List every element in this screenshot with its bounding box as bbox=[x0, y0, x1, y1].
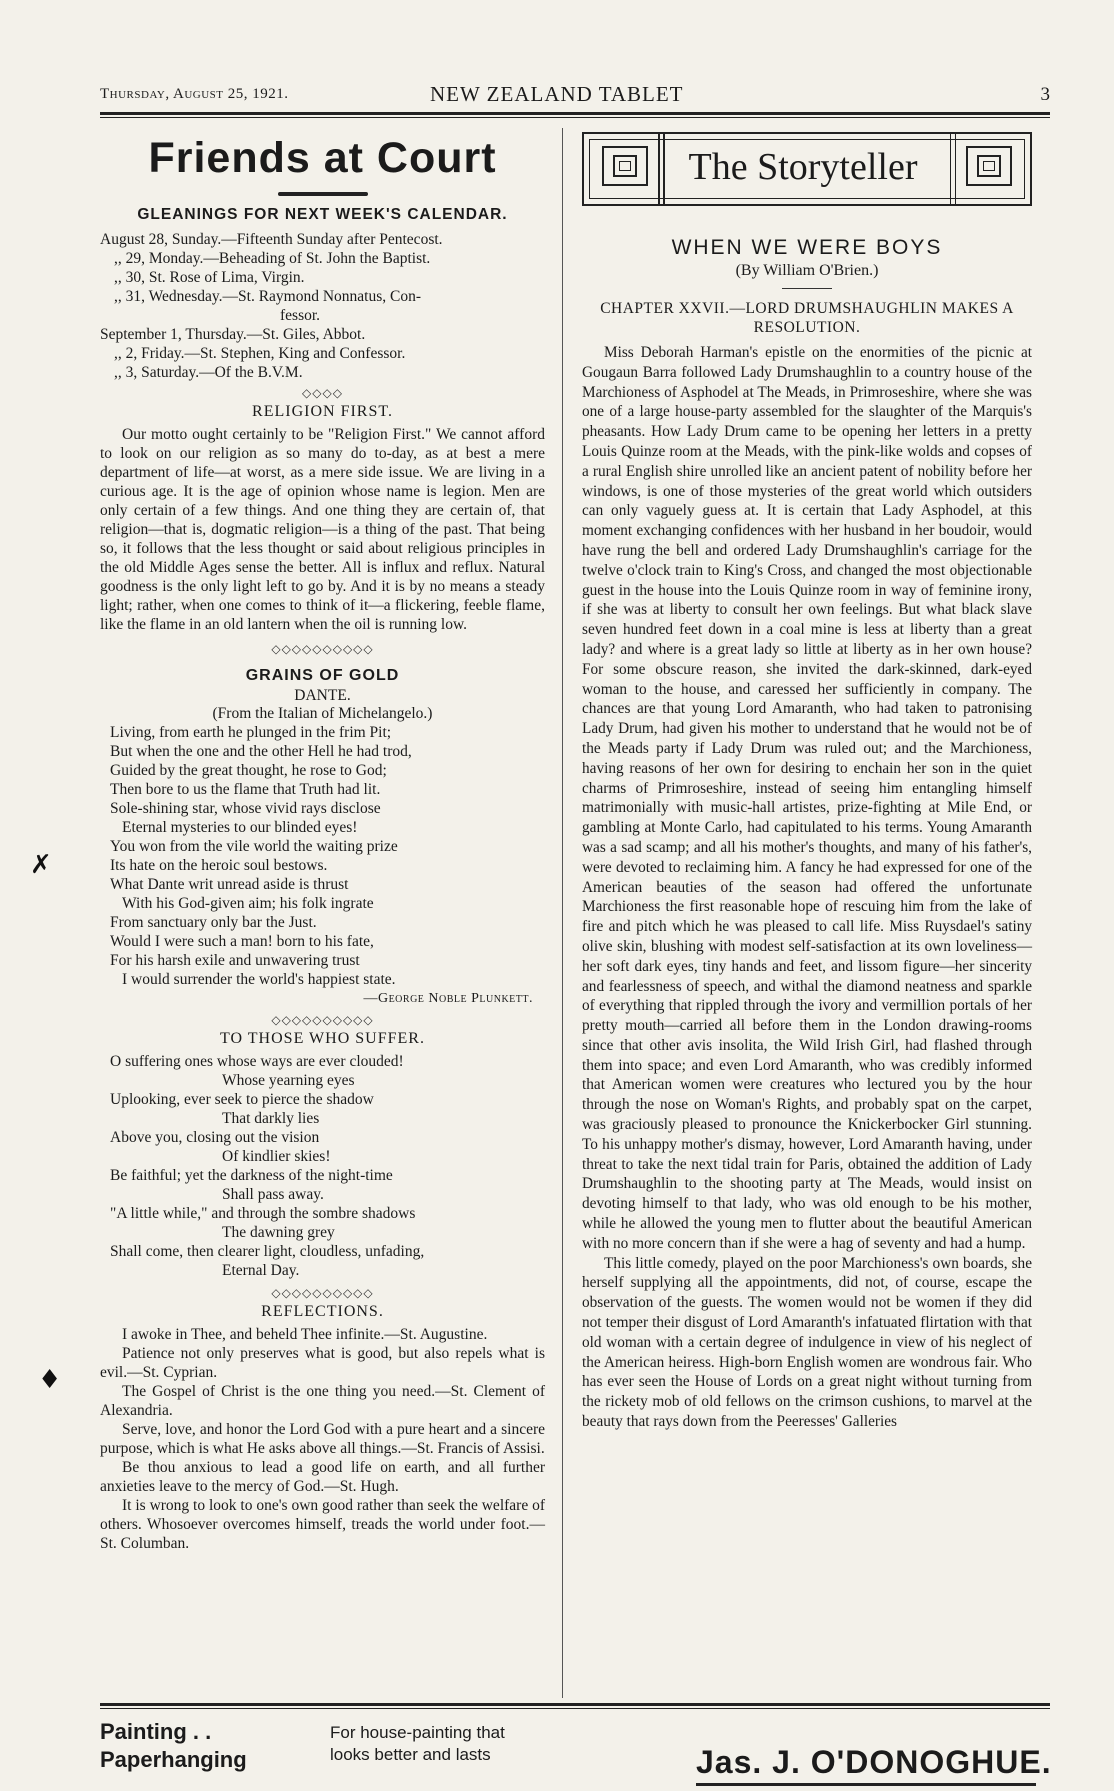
title-ornament bbox=[278, 192, 368, 196]
religion-first-text: Our motto ought certainly to be "Religion First." We cannot afford to look on our religion as so many do to-day, as at best a mere department of life—at worst, as a mere side issue. We are living in a curious age. It is the age of opinion whose name is legion. Men are only certain of a few things. And one thing they are certain of, that religion—that is, dogmatic religion—is a thing of the past. That being so, it follows that the less thought or said about religious principles in the old Middle Ages sense the better. All is influx and reflux. Natural goodness is the only light left to go by. And it is by no means a steady light; rather, when one comes to think of it—a flickering, feeble flame, like the flame in an old lantern when the oil is running low. bbox=[100, 426, 545, 633]
reflection: Serve, love, and honor the Lord God with a pure heart and a sincere purpose, which is what He asks above all things.—St. Francis of Assisi. bbox=[100, 1421, 545, 1457]
poem-line: Would I were such a man! born to his fate, bbox=[110, 933, 374, 950]
left-column bbox=[100, 128, 545, 1553]
poem-line: Of kindlier skies! bbox=[222, 1148, 331, 1165]
poem-line: "A little while," and through the sombre shadows bbox=[110, 1205, 416, 1222]
header-rule-thin bbox=[100, 117, 1050, 118]
page-number: 3 bbox=[1040, 84, 1050, 105]
footer-rule-thin bbox=[100, 1708, 1050, 1709]
poem-line: What Dante writ unread aside is thrust bbox=[110, 876, 349, 893]
ad-underline bbox=[696, 1783, 1036, 1786]
poem-line: O suffering ones whose ways are ever clouded! bbox=[110, 1053, 404, 1070]
story-paragraph: Miss Deborah Harman's epistle on the enormities of the picnic at Gougaun Barra followed Lady Drumshaughlin to a country house of the Marchioness of Asphodel at The Meads, in Primroseshire, where she was one of a large house-party assembled for the slaughter of the Marquis's pheasants. How Lady Drum came to be opening her letters in a pretty Louis Quinze room at the Meads, with the pink-like wolds and copses of a rural English shire unrolled like an ancient patent of nobility before her windows, is one of those mysteries of the great world which outsiders can only vaguely guess at. It is certain that Lady Asphodel, at this moment exchanging confidences with her husband in her boudoir, would have rung the bell and ordered Lady Drumshaughlin's carriage for the twelve o'clock train to King's Cross, and changed the most objectionable guest in the house into the Louis Quinze room in way of feminine irony, if she was at liberty to consult her own feelings. But what black slave seven hundred feet down in a coal mine is less at liberty than a great lady? and where is a great lady so little at liberty as in her own house? For some obscure reason, she invited the dark-skinned, dark-eyed woman to the house, and caressed her sufficiently in company. The chances are that young Lord Amaranth, who had taken to patronising Lady Drum, had given his mother to understand that he would not be of the Meads party if Lady Drum was ruled out; and the Marchioness, having reasons of her own for desiring to enchain her son in the quiet charms of Primroseshire, instead of seeing him entangling himself matrimonially with music-hall artistes, prize-fighting at Mile End, or gambling at Monte Carlo, had capitulated to his terms. Young Amaranth was a sad scamp; and all his mother's thoughts, and many of his father's, were devoted to reclaiming him. A fancy he had expressed for one of the American beauties of the season had offered the unfortunate Marchioness the first reasonable hope of rescuing him from the lake of fire and pitch which he was pleased to call life. Miss Ruysdael's satiny olive skin, blushing with modest self-satisfaction at its own loveliness—her soft dark eyes, tiny hands and feet, and lissom figure—her sincerity and fearlessness of speech, and withal the diamond neatness and sparkle of everything that rippled through the ivory and vermillion portals of her pretty mouth—carried all before them in the London drawing-rooms since that other avis insolita, the Wild Irish Girl, had flashed through them into space; and even Lord Amaranth, who was credibly informed that American women were creatures who lectured you by the hour through the nose on Woman's Rights, and probably spat on the carpet, was graciously pleased to pronounce the Knickerbocker Girl stunning. To his unhappy mother's dismay, however, Lord Amaranth having, under threat to take the next tidal train for Paris, obtained the addition of Lady Drumshaughlin to the shooting party at The Meads, would insist on devoting himself to that lady, who was old enough to be his mother, while he allowed the young men to flutter about the beautiful American with no more concern than if she were a hag of seventy and had a hump. bbox=[582, 344, 1032, 1252]
section-title-friends-at-court: Friends at Court bbox=[148, 134, 497, 182]
poem-title: DANTE. bbox=[294, 687, 351, 704]
reflection: I awoke in Thee, and beheld Thee infinite.—St. Augustine. bbox=[122, 1326, 488, 1343]
poem-line: The dawning grey bbox=[222, 1224, 335, 1241]
calendar-entry: fessor. bbox=[280, 307, 321, 324]
poem-line: For his harsh exile and unwavering trust bbox=[110, 952, 360, 969]
calendar-entry: ,, 2, Friday.—St. Stephen, King and Confessor. bbox=[114, 345, 406, 362]
ad-odonoghue: Jas. J. O'DONOGHUE. bbox=[696, 1744, 1052, 1780]
poem-line: Its hate on the heroic soul bestows. bbox=[110, 857, 328, 874]
ornament-divider: ◇◇◇◇◇◇◇◇◇◇ bbox=[271, 1286, 374, 1300]
story-byline: (By William O'Brien.) bbox=[735, 262, 879, 279]
poem-line: From sanctuary only bar the Just. bbox=[110, 914, 317, 931]
poem-line: That darkly lies bbox=[222, 1110, 320, 1127]
poem-dante bbox=[100, 723, 545, 989]
reflection: Be thou anxious to lead a good life on earth, and all further anxieties leave to the mercy of God.—St. Hugh. bbox=[100, 1459, 545, 1495]
short-rule bbox=[782, 288, 832, 289]
margin-mark-icon: ♦ bbox=[38, 1365, 62, 1395]
publication-title: NEW ZEALAND TABLET bbox=[430, 82, 684, 106]
poem-title-to-those-who-suffer: TO THOSE WHO SUFFER. bbox=[220, 1030, 425, 1047]
poem-line: Eternal Day. bbox=[222, 1262, 300, 1279]
poem-attribution: —George Noble Plunkett. bbox=[363, 991, 533, 1006]
poem-line: Sole-shining star, whose vivid rays disclose bbox=[110, 800, 381, 817]
storyteller-title: The Storyteller bbox=[688, 146, 918, 188]
ornament-divider: ◇◇◇◇◇◇◇◇◇◇ bbox=[271, 1013, 374, 1027]
header-rule bbox=[100, 112, 1050, 115]
running-head bbox=[100, 82, 1050, 108]
religion-first-heading: RELIGION FIRST. bbox=[252, 403, 393, 420]
storyteller-banner bbox=[582, 132, 1032, 206]
poem-line: Shall come, then clearer light, cloudless, unfading, bbox=[110, 1243, 425, 1260]
reflections-heading: REFLECTIONS. bbox=[261, 1303, 384, 1320]
ornament-divider: ◇◇◇◇ bbox=[302, 386, 343, 400]
banner-divider bbox=[663, 134, 665, 204]
right-column bbox=[582, 132, 1032, 1432]
poem-line: Eternal mysteries to our blinded eyes! bbox=[122, 819, 358, 836]
poem-line: With his God-given aim; his folk ingrate bbox=[122, 895, 374, 912]
poem-line: I would surrender the world's happiest state. bbox=[122, 971, 396, 988]
poem-line: Living, from earth he plunged in the frim Pit; bbox=[110, 724, 392, 741]
calendar-list bbox=[100, 230, 545, 382]
calendar-entry: ,, 29, Monday.—Beheading of St. John the Baptist. bbox=[114, 250, 431, 267]
footer-rule bbox=[100, 1703, 1050, 1706]
ad-line: looks better and lasts bbox=[330, 1745, 491, 1764]
calendar-heading: GLEANINGS FOR NEXT WEEK'S CALENDAR. bbox=[137, 206, 508, 223]
poem-line: You won from the vile world the waiting prize bbox=[110, 838, 398, 855]
banner-divider bbox=[950, 134, 952, 204]
poem-line: But when the one and the other Hell he had trod, bbox=[110, 743, 412, 760]
poem-line: Be faithful; yet the darkness of the night-time bbox=[110, 1167, 393, 1184]
ad-line: Painting . . bbox=[100, 1719, 212, 1744]
ad-house-painting bbox=[330, 1722, 550, 1766]
reflection: Patience not only preserves what is good, but also repels what is evil.—St. Cyprian. bbox=[100, 1345, 545, 1381]
story-paragraph: This little comedy, played on the poor Marchioness's own boards, she herself supplying all the appointments, did not, of course, escape the observation of the guests. The women would not be women if they did not temper their disgust of Lord Amaranth's infatuated flirtation with that old woman with a certain degree of indulgence in view of his neglect of the American heiress. High-born English women are wondrous fair. Who has ever seen the House of Lords on a great night without turning from the rickety mob of old fellows on the crimson cushions, to marvel at the beauty that rays down from the Peeresses' Galleries bbox=[582, 1254, 1032, 1431]
poem-line: Above you, closing out the vision bbox=[110, 1129, 320, 1146]
poem-line: Guided by the great thought, he rose to God; bbox=[110, 762, 387, 779]
reflection: The Gospel of Christ is the one thing you need.—St. Clement of Alexandria. bbox=[100, 1383, 545, 1419]
calendar-entry: ,, 30, St. Rose of Lima, Virgin. bbox=[114, 269, 305, 286]
calendar-entry: September 1, Thursday.—St. Giles, Abbot. bbox=[100, 326, 366, 343]
poem-line: Uplooking, ever seek to pierce the shadow bbox=[110, 1091, 374, 1108]
poem-subtitle: (From the Italian of Michelangelo.) bbox=[212, 705, 433, 722]
calendar-entry: August 28, Sunday.—Fifteenth Sunday after Pentecost. bbox=[100, 231, 443, 248]
poem-line: Shall pass away. bbox=[222, 1186, 324, 1203]
poem-line: Whose yearning eyes bbox=[222, 1072, 355, 1089]
banner-divider bbox=[658, 134, 660, 204]
calendar-entry: ,, 31, Wednesday.—St. Raymond Nonnatus, Con- bbox=[114, 288, 422, 305]
ornament-box-icon bbox=[966, 146, 1012, 186]
ornament-divider: ◇◇◇◇◇◇◇◇◇◇ bbox=[271, 642, 374, 656]
chapter-heading: CHAPTER XXVII.—LORD DRUMSHAUGHLIN MAKES A RESOLUTION. bbox=[600, 300, 1014, 336]
grains-of-gold-heading: GRAINS OF GOLD bbox=[245, 667, 400, 684]
story-title: WHEN WE WERE BOYS bbox=[671, 236, 943, 259]
poem-to-those-who-suffer bbox=[100, 1052, 545, 1280]
issue-date: Thursday, August 25, 1921. bbox=[100, 86, 289, 102]
ad-line: Paperhanging bbox=[100, 1747, 247, 1772]
reflection: It is wrong to look to one's own good rather than seek the welfare of others. Whosoever overcomes himself, treads the world under foot.—St. Columban. bbox=[100, 1497, 545, 1552]
ad-painting bbox=[100, 1718, 300, 1774]
banner-divider bbox=[955, 134, 957, 204]
poem-line: Then bore to us the flame that Truth had lit. bbox=[110, 781, 381, 798]
column-divider bbox=[562, 128, 563, 1698]
calendar-entry: ,, 3, Saturday.—Of the B.V.M. bbox=[114, 364, 303, 381]
margin-mark-icon: ✗ bbox=[30, 850, 52, 880]
ornament-box-icon bbox=[602, 146, 648, 186]
ad-line: For house-painting that bbox=[330, 1723, 505, 1742]
